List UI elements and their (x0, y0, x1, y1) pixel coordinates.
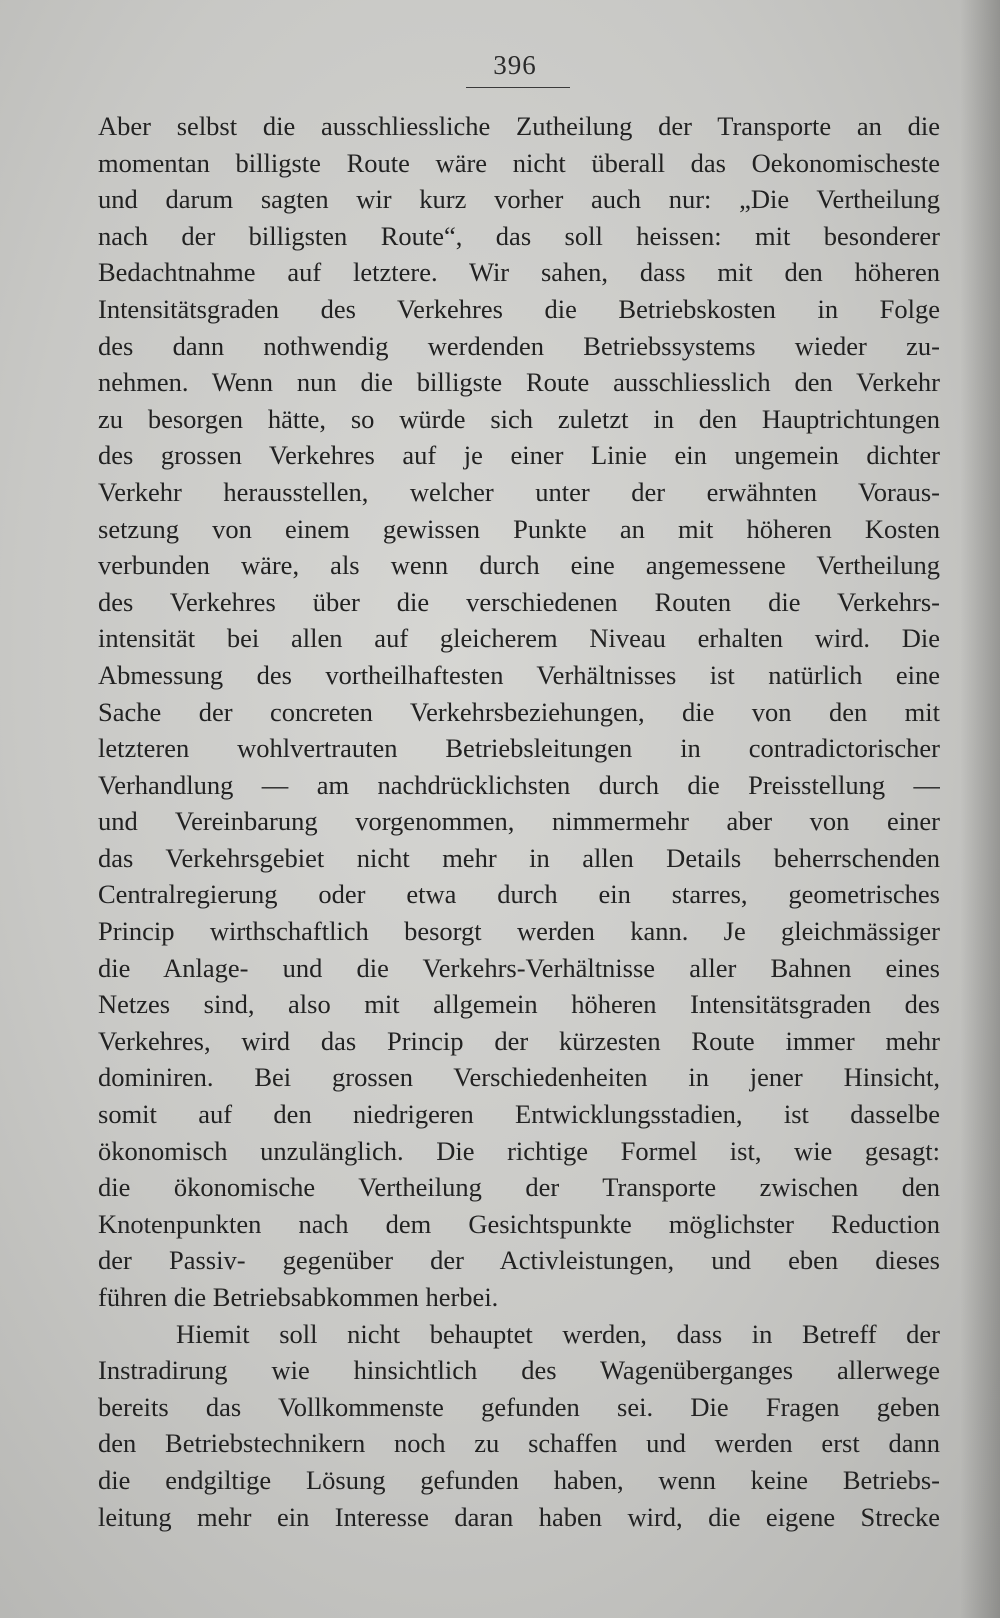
text-line: die endgiltige Lösung gefunden haben, wenn keine Betriebs- (98, 1464, 940, 1495)
text-line: den Betriebstechnikern noch zu schaffen und werden erst dann (98, 1428, 940, 1459)
text-line: des dann nothwendig werdenden Betriebssystems wieder zu- (98, 330, 940, 361)
text-line: leitung mehr ein Interesse daran haben wird, die eigene Strecke (98, 1501, 940, 1532)
text-line: ökonomisch unzulänglich. Die richtige Formel ist, wie gesagt: (98, 1135, 940, 1166)
text-line: Aber selbst die ausschliessliche Zutheilung der Transporte an die (98, 111, 940, 141)
text-line: Verkehr herausstellen, welcher unter der erwähnten Voraus- (98, 476, 940, 507)
text-line: bereits das Vollkommenste gefunden sei. Die Fragen geben (98, 1391, 940, 1422)
page-number: 396 (493, 50, 537, 80)
paragraph-end-line: führen die Betriebsabkommen herbei. (98, 1282, 499, 1312)
text-line: Princip wirthschaftlich besorgt werden kann. Je gleichmässiger (98, 916, 940, 947)
text-line: Knotenpunkten nach dem Gesichtspunkte möglichster Reduction (98, 1208, 940, 1239)
text-line: Netzes sind, also mit allgemein höheren Intensitätsgraden des (98, 989, 940, 1020)
text-line: und Vereinbarung vorgenommen, nimmermehr aber von einer (98, 806, 940, 837)
text-line: des grossen Verkehres auf je einer Linie ein ungemein dichter (98, 440, 940, 471)
text-line: Bedachtnahme auf letztere. Wir sahen, dass mit den höheren (98, 257, 940, 288)
text-line: nach der billigsten Route“, das soll heissen: mit besonderer (98, 220, 940, 251)
text-line: dominiren. Bei grossen Verschiedenheiten in jener Hinsicht, (98, 1062, 940, 1093)
page-edge-shadow (960, 0, 1000, 1618)
paragraph-start-line: Hiemit soll nicht behauptet werden, dass in Betreff der (176, 1318, 940, 1349)
text-line: und darum sagten wir kurz vorher auch nur: „Die Vertheilung (98, 184, 940, 215)
text-line: der Passiv- gegenüber der Activleistungen, und eben dieses (98, 1245, 940, 1276)
text-line: setzung von einem gewissen Punkte an mit höheren Kosten (98, 513, 940, 544)
text-line: Sache der concreten Verkehrsbeziehungen, die von den mit (98, 696, 940, 727)
text-line: verbunden wäre, als wenn durch eine angemessene Vertheilung (98, 550, 940, 581)
text-line: das Verkehrsgebiet nicht mehr in allen Details beherrschenden (98, 842, 940, 873)
text-line: intensität bei allen auf gleicherem Niveau erhalten wird. Die (98, 623, 940, 654)
text-line: somit auf den niedrigeren Entwicklungsstadien, ist dasselbe (98, 1099, 940, 1130)
text-line: die ökonomische Vertheilung der Transporte zwischen den (98, 1172, 940, 1203)
page-number-rule (466, 87, 570, 88)
text-line: Abmessung des vortheilhaftesten Verhältnisses ist natürlich eine (98, 659, 940, 690)
text-line: momentan billigste Route wäre nicht überall das Oekonomischeste (98, 147, 940, 178)
text-line: Intensitätsgraden des Verkehres die Betriebskosten in Folge (98, 293, 940, 324)
text-line: des Verkehres über die verschiedenen Routen die Verkehrs- (98, 586, 940, 617)
text-line: die Anlage- und die Verkehrs-Verhältnisse aller Bahnen eines (98, 952, 940, 983)
text-line: zu besorgen hätte, so würde sich zuletzt in den Hauptrichtungen (98, 403, 940, 434)
body-text (98, 108, 940, 1535)
text-line: Instradirung wie hinsichtlich des Wagenüberganges allerwege (98, 1355, 940, 1386)
text-line: Centralregierung oder etwa durch ein starres, geometrisches (98, 879, 940, 910)
text-line: letzteren wohlvertrauten Betriebsleitungen in contradictorischer (98, 733, 940, 764)
text-line: Verhandlung — am nachdrücklichsten durch die Preisstellung — (98, 769, 940, 800)
text-line: Verkehres, wird das Princip der kürzesten Route immer mehr (98, 1025, 940, 1056)
text-line: nehmen. Wenn nun die billigste Route ausschliesslich den Verkehr (98, 367, 940, 398)
